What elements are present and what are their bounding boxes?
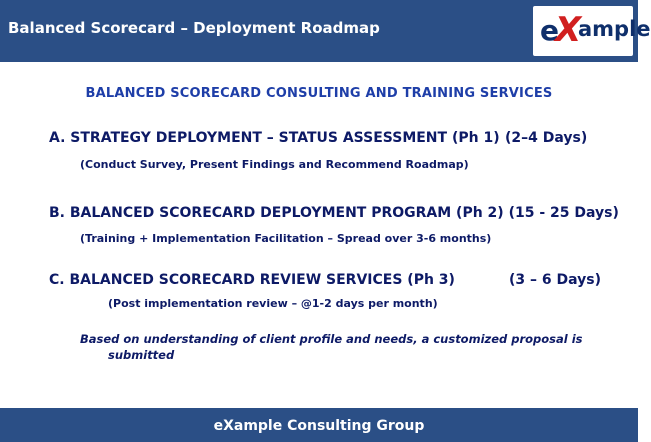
item-c-title: C. BALANCED SCORECARD REVIEW SERVICES (Ph 3) — [49, 272, 455, 288]
item-a-duration: (2–4 Days) — [505, 130, 588, 146]
item-a-title: A. STRATEGY DEPLOYMENT – STATUS ASSESSMENT (Ph 1) — [49, 130, 500, 146]
item-a-detail: (Conduct Survey, Present Findings and Recommend Roadmap) — [80, 158, 469, 171]
logo-letter-e: e — [540, 14, 559, 47]
item-b-detail: (Training + Implementation Facilitation – Spread over 3-6 months) — [80, 232, 492, 245]
footer-company-name: eXample Consulting Group — [213, 418, 425, 434]
company-logo — [533, 6, 651, 56]
page-title: Balanced Scorecard – Deployment Roadmap — [8, 19, 380, 37]
logo-letter-x: X — [555, 10, 582, 50]
section-heading: BALANCED SCORECARD CONSULTING AND TRAINING SERVICES — [85, 86, 553, 101]
item-c-detail: (Post implementation review – @1-2 days per month) — [108, 297, 438, 310]
item-b-title: B. BALANCED SCORECARD DEPLOYMENT PROGRAM (Ph 2) (15 - 25 Days) — [49, 205, 619, 221]
proposal-note-line-2: submitted — [108, 348, 175, 362]
proposal-note-line-1: Based on understanding of client profile and needs, a customized proposal is — [80, 332, 583, 346]
footer-bar — [0, 408, 638, 442]
logo-letters-ample: ample — [578, 17, 651, 41]
item-c-duration: (3 – 6 Days) — [509, 272, 601, 288]
header-bar — [0, 0, 651, 62]
